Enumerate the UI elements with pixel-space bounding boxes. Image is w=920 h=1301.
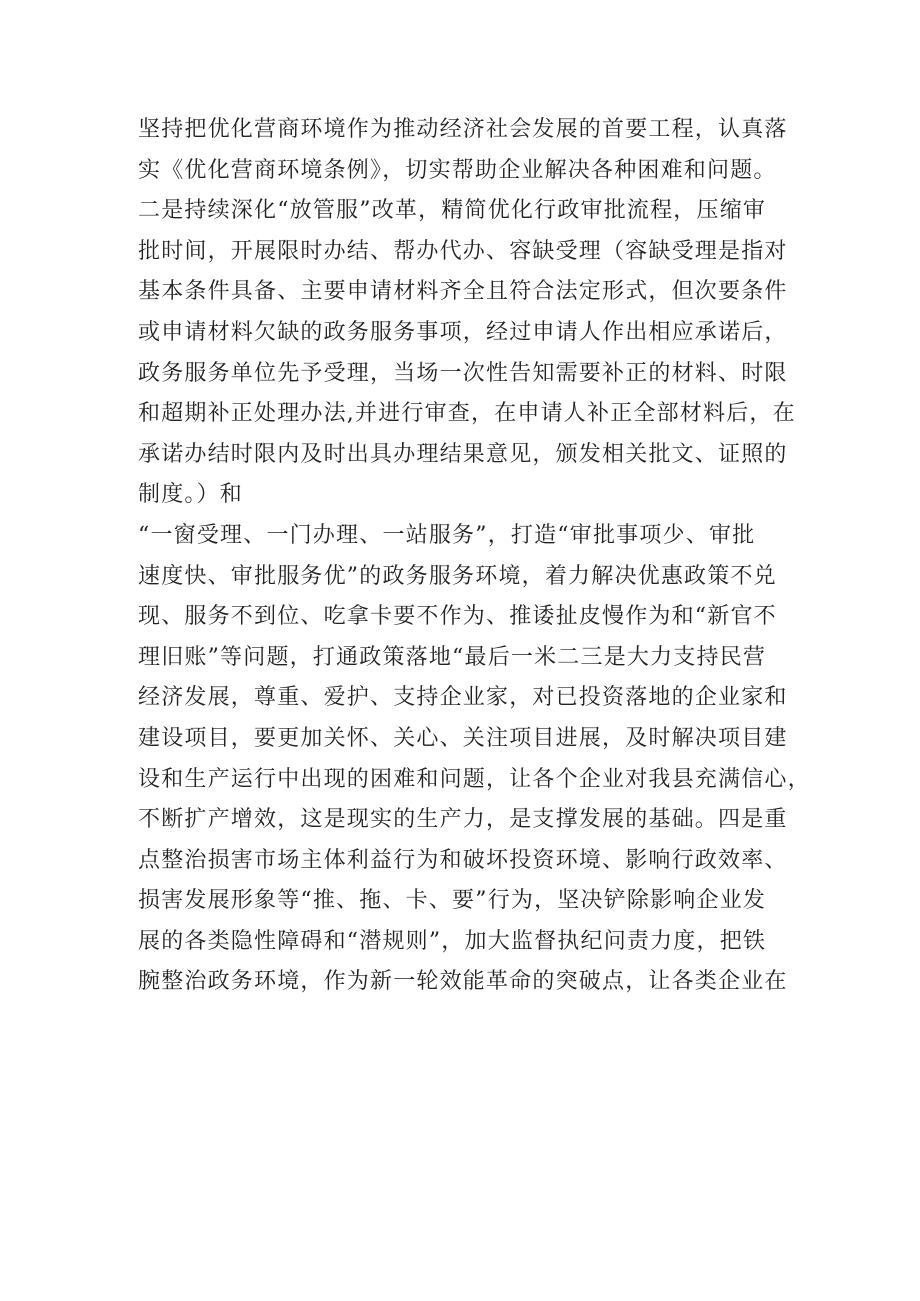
text-line: 现、服务不到位、吃拿卡要不作为、推诿扯皮慢作为和“新官不 (138, 604, 777, 630)
text-line: 速度快、审批服务优”的政务服务环境，着力解决优惠政策不兑 (138, 563, 777, 589)
text-line: 或申请材料欠缺的政务服务事项，经过申请人作出相应承诺后， (138, 319, 788, 345)
text-line: 经济发展，尊重、爱护、支持企业家，对已投资落地的企业家和 (138, 685, 788, 711)
text-line: 腕整治政务环境，作为新一轮效能革命的突破点，让各类企业在 (138, 969, 788, 995)
text-line: 批时间，开展限时办结、帮办代办、容缺受理（容缺受理是指对 (138, 238, 788, 264)
text-line: 基本条件具备、主要申请材料齐全且符合法定形式，但次要条件 (138, 279, 788, 305)
text-line: 理旧账”等问题，打通政策落地“最后一米二三是大力支持民营 (138, 644, 767, 670)
text-line: 展的各类隐性障碍和“潜规则”，加大监督执纪问责力度，把铁 (138, 928, 767, 954)
text-line: 损害发展形象等“推、拖、卡、要”行为，坚决铲除影响企业发 (138, 888, 767, 914)
text-line: 坚持把优化营商环境作为推动经济社会发展的首要工程，认真落 (138, 117, 788, 142)
text-line: 承诺办结时限内及时出具办理结果意见，颁发相关批文、证照的 (138, 441, 788, 467)
text-line: 不断扩产增效，这是现实的生产力，是支撑发展的基础。四是重 (138, 807, 788, 833)
text-line: 和超期补正处理办法,并进行审查，在申请人补正全部材料后，在 (138, 401, 796, 427)
body-text (138, 110, 811, 1003)
text-line: 二是持续深化“放管服”改革，精简优化行政审批流程，压缩审 (138, 198, 767, 224)
text-line: 点整治损害市场主体利益行为和破坏投资环境、影响行政效率、 (138, 847, 788, 873)
text-line: 设和生产运行中出现的困难和问题，让各个企业对我县充满信心， (138, 766, 811, 792)
text-line: 政务服务单位先予受理，当场一次性告知需要补正的材料、时限 (138, 360, 788, 386)
text-line: “一窗受理、一门办理、一站服务”，打造“审批事项少、审批 (138, 522, 756, 548)
text-line: 实《优化营商环境条例》，切实帮助企业解决各种困难和问题。 (138, 157, 777, 183)
text-line: 建设项目，要更加关怀、关心、关注项目进展，及时解决项目建 (138, 725, 788, 751)
text-line: 制度。）和 (138, 482, 244, 508)
